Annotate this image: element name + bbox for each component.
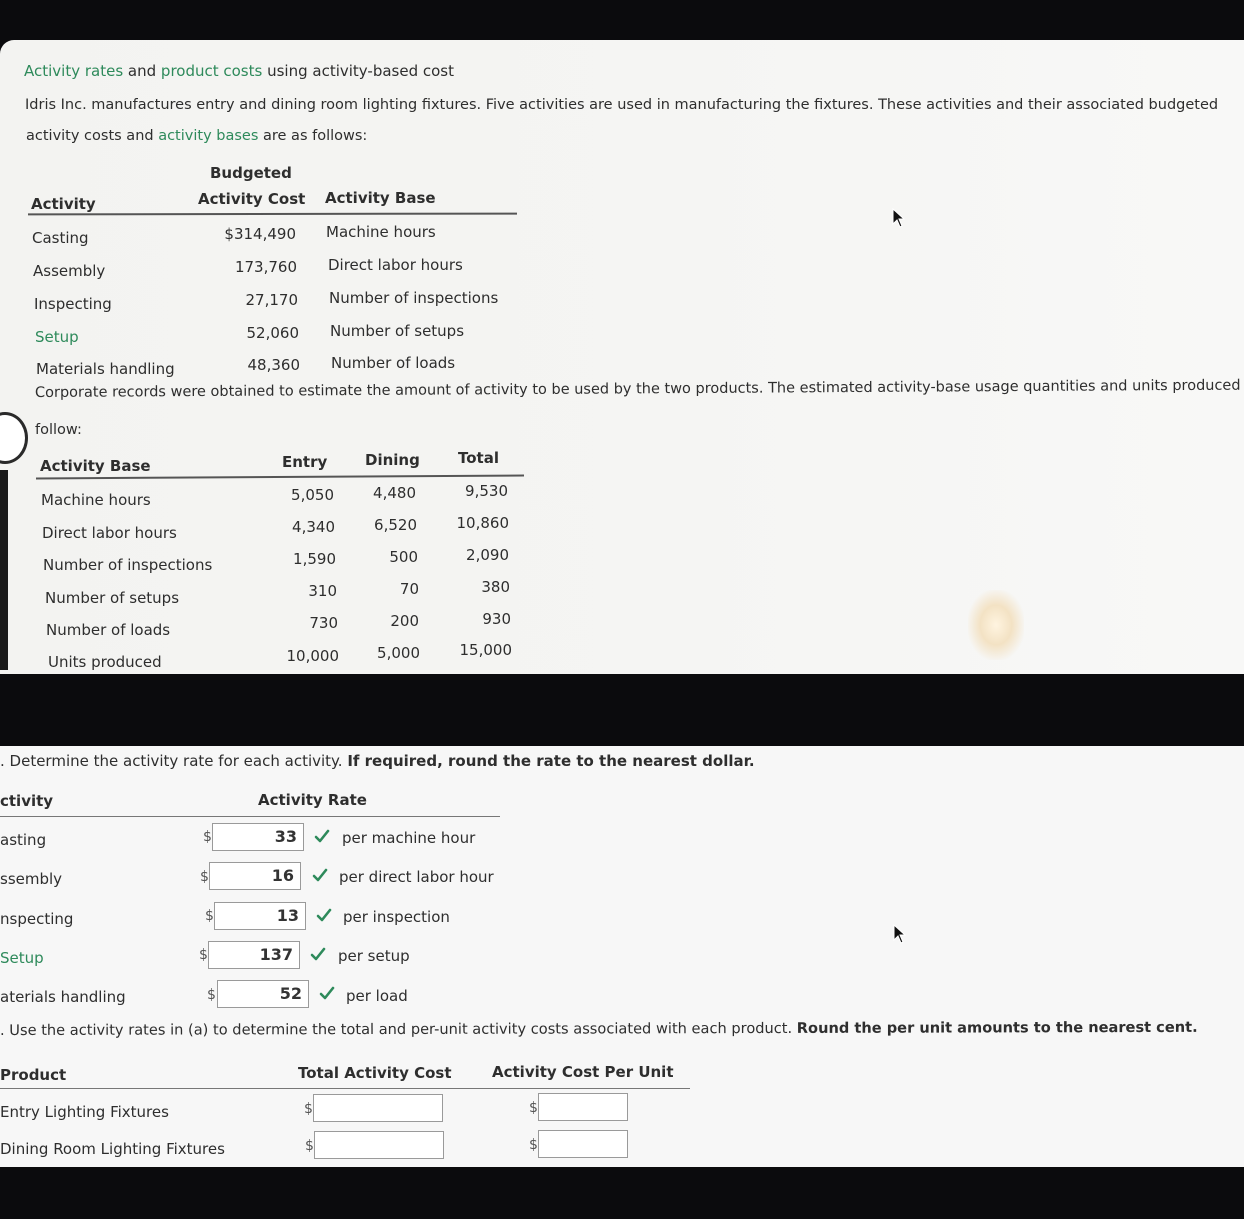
usage-row-entry: 5,050 [291,486,334,504]
usage-row-base: Number of setups [45,589,180,607]
part-a-prompt: . Determine the activity rate for each activity. If required, round the rate to the nearest dollar. [0,752,755,770]
budget-row-base: Number of loads [331,354,456,372]
assembly-rate-input[interactable]: 16 [209,862,301,890]
product-col-header: Product [0,1066,67,1084]
usage-row-entry: 730 [309,614,338,632]
entry-total-cost-input[interactable] [313,1094,443,1122]
rate-row-unit: per setup [338,947,410,965]
currency-label: $ [529,1137,538,1153]
currency-label: $ [199,947,208,963]
dining-total-cost-input[interactable] [314,1131,444,1159]
usage-row-entry: 10,000 [286,647,339,665]
budget-row-base: Machine hours [326,223,436,241]
usage-row-total: 9,530 [465,482,508,500]
records-line-1: Corporate records were obtained to estimate the amount of activity to be used by the two products. The estimated activity-base usage quantities and units produced [34,377,1241,401]
activity-rates-link[interactable]: Activity rates [24,62,124,80]
rate-row-unit: per load [346,987,408,1005]
usage-row-total: 15,000 [459,641,512,659]
activity-cost-col-header: Activity Cost [198,190,306,208]
budget-row-activity: Casting [32,229,89,247]
usage-row-total: 10,860 [456,514,509,532]
checkmark-icon [312,867,328,883]
mouse-cursor-icon [893,924,907,944]
mouse-cursor-icon [892,208,906,228]
usage-row-entry: 1,590 [293,550,336,568]
budget-row-base: Number of inspections [329,289,499,307]
entry-col-header: Entry [282,453,328,471]
usage-row-dining: 5,000 [377,644,420,662]
currency-label: $ [529,1100,538,1116]
rate-row-unit: per inspection [343,908,450,926]
usage-row-base: Units produced [48,653,162,671]
intro-line-2: activity costs and activity bases are as follows: [26,128,368,144]
part-b-prompt: . Use the activity rates in (a) to determine the total and per-unit activity costs associated with each product. Round the per unit amounts to the nearest cent. [0,1018,1198,1039]
product-costs-link[interactable]: product costs [160,62,263,80]
setup-link[interactable]: Setup [35,328,79,346]
checkmark-icon [319,985,335,1001]
usage-row-total: 930 [482,610,511,628]
dining-col-header: Dining [365,451,420,469]
activity-base-col-header: Activity Base [325,189,436,207]
entry-cost-per-unit-input[interactable] [538,1093,628,1121]
left-edge-bar [0,470,8,670]
currency-label: $ [203,829,212,845]
product-row-name: Entry Lighting Fixtures [0,1103,169,1121]
checkmark-icon [310,946,326,962]
casting-rate-input[interactable]: 33 [212,823,304,851]
usage-row-entry: 310 [308,582,337,600]
budget-row-base: Number of setups [330,322,465,340]
budget-row-base: Direct labor hours [328,256,463,274]
budget-row-activity: Inspecting [34,295,112,313]
rate-row-activity: asting [0,831,47,849]
usage-row-base: Number of inspections [43,556,213,574]
product-row-name: Dining Room Lighting Fixtures [0,1140,225,1158]
setup-rate-input[interactable]: 137 [208,941,300,969]
budget-row-activity: Materials handling [36,360,175,378]
inspecting-rate-input[interactable]: 13 [214,902,306,930]
activity-rate-col-header: Activity Rate [258,791,367,809]
usage-row-dining: 4,480 [373,484,416,502]
currency-label: $ [207,987,216,1003]
rate-table-rule [0,816,500,817]
rate-row-activity: aterials handling [0,988,126,1006]
budget-row-cost: 173,760 [234,258,297,276]
checkmark-icon [316,907,332,923]
currency-label: $ [200,869,209,885]
cost-per-unit-col-header: Activity Cost Per Unit [492,1063,674,1081]
screen-glare [968,590,1024,660]
problem-heading: Activity rates and product costs using activity-based cost [24,62,454,80]
rate-row-unit: per machine hour [342,829,476,847]
materials-handling-rate-input[interactable]: 52 [217,980,309,1008]
dining-cost-per-unit-input[interactable] [538,1130,628,1158]
checkmark-icon [314,828,330,844]
activity-bases-link[interactable]: activity bases [158,128,259,144]
setup-link[interactable]: Setup [0,949,44,967]
usage-row-base: Machine hours [41,491,151,509]
currency-label: $ [305,1138,314,1154]
usage-row-total: 380 [481,578,510,596]
budget-row-cost: $314,490 [224,225,296,243]
activity-col-header: Activity [31,195,96,213]
usage-row-total: 2,090 [466,546,509,564]
records-line-2: follow: [35,422,82,438]
currency-label: $ [304,1101,313,1117]
budget-row-cost: 52,060 [246,324,299,342]
budget-row-activity: Assembly [33,262,106,280]
activity-base-col-header: Activity Base [40,457,151,475]
intro-line-1: Idris Inc. manufactures entry and dining room lighting fixtures. Five activities are used in manufacturing the fixtures. These activities and their associated budgeted [25,97,1219,113]
usage-row-entry: 4,340 [292,518,335,536]
total-col-header: Total [458,449,499,467]
rate-row-activity: nspecting [0,910,74,928]
budget-row-cost: 48,360 [247,356,300,374]
currency-label: $ [205,908,214,924]
rate-activity-col-header: ctivity [0,792,54,810]
usage-row-dining: 200 [390,612,419,630]
usage-row-dining: 6,520 [374,516,417,534]
usage-row-base: Direct labor hours [42,524,177,542]
budget-row-cost: 27,170 [245,291,298,309]
budgeted-header: Budgeted [210,164,292,182]
usage-row-base: Number of loads [46,621,171,639]
total-activity-cost-col-header: Total Activity Cost [298,1064,452,1082]
rate-row-unit: per direct labor hour [339,868,494,886]
rate-row-activity: ssembly [0,870,63,888]
usage-row-dining: 500 [389,548,418,566]
usage-row-dining: 70 [399,580,419,598]
product-table-rule [0,1088,690,1089]
